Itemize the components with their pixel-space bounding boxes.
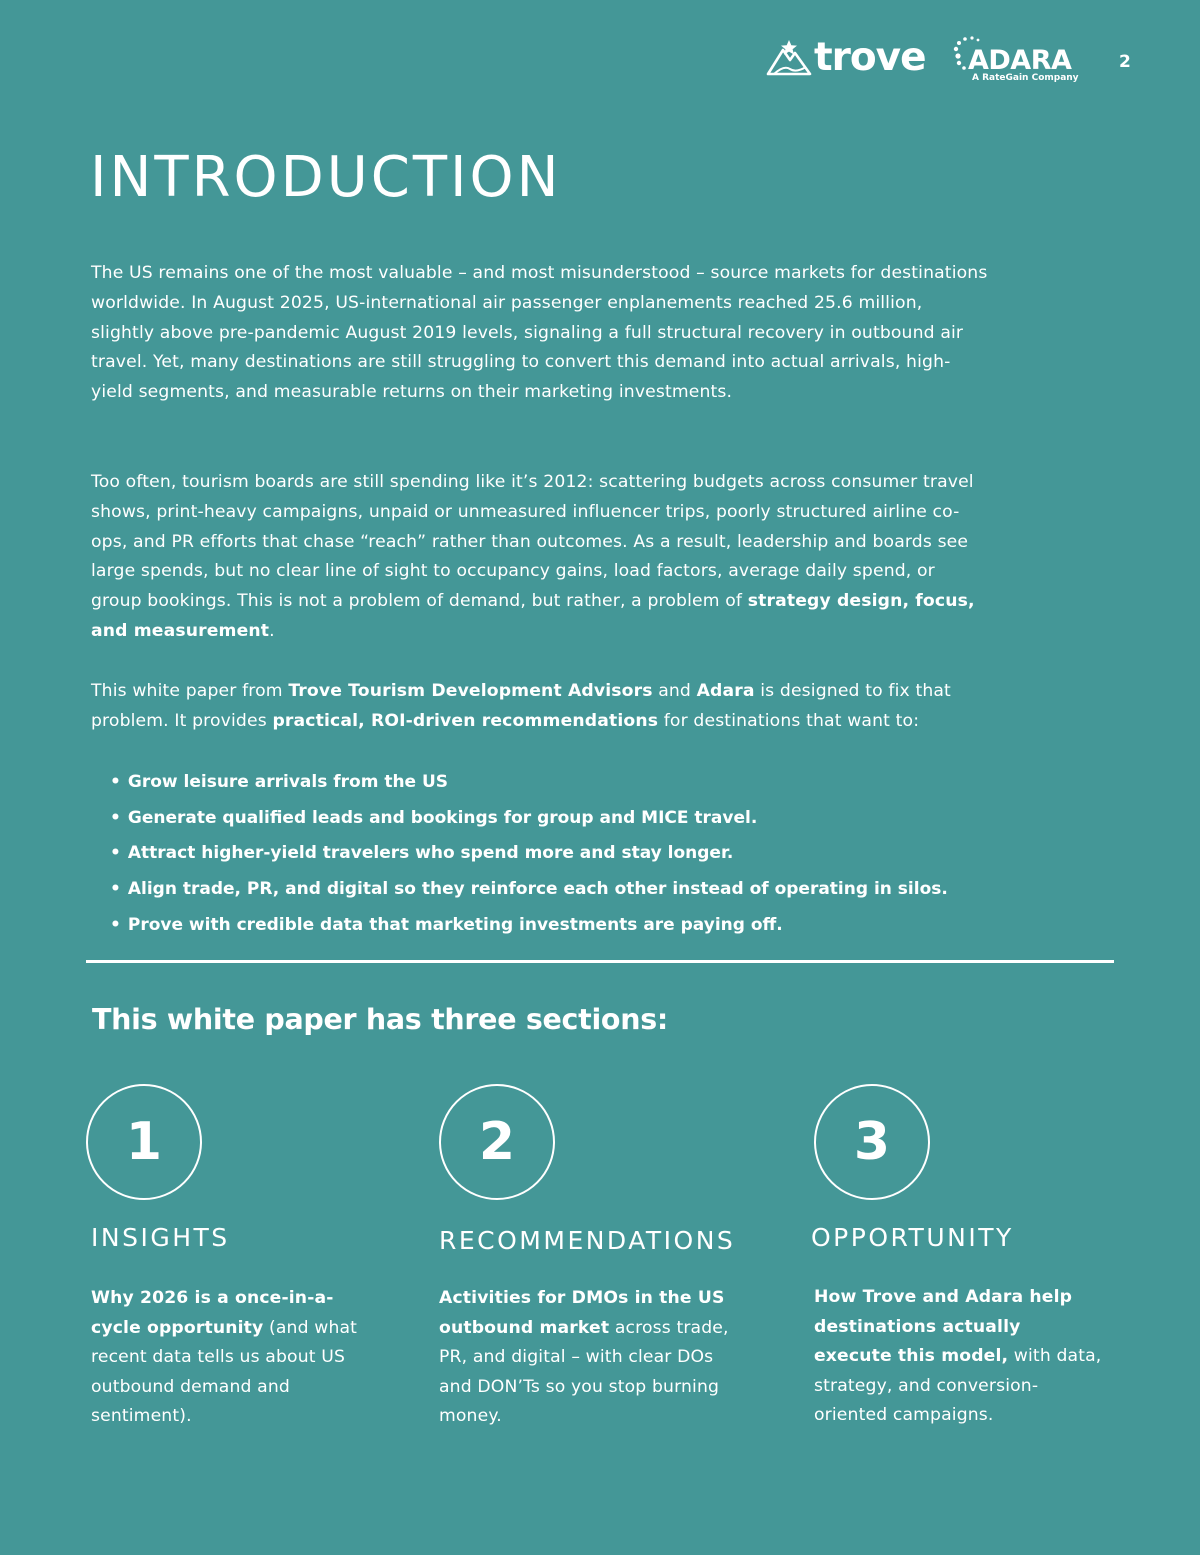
section-description	[439, 1284, 729, 1432]
section-description-rest: across trade, PR, and digital – with clear DOs and DON’Ts so you stop burning money.	[439, 1317, 729, 1427]
section-divider	[86, 960, 1114, 963]
section-insights	[86, 1084, 358, 1427]
adara-wordmark: ADARA	[968, 45, 1072, 76]
section-number-badge: 2	[439, 1084, 555, 1200]
list-item: • Generate qualified leads and bookings for group and MICE travel.	[110, 801, 948, 837]
partner-logos	[766, 36, 1146, 90]
paragraph-2-emphasis: strategy design, focus, and measurement	[91, 591, 975, 641]
list-item: • Attract higher-yield travelers who spend more and stay longer.	[110, 836, 948, 872]
section-title: RECOMMENDATIONS	[439, 1226, 736, 1255]
list-item: • Grow leisure arrivals from the US	[110, 765, 948, 801]
mountain-star-icon	[766, 38, 812, 78]
paragraph-3-part-g: for destinations that want to:	[658, 710, 920, 731]
paragraph-3-part-e: is designed to fix that problem. It provides	[91, 681, 951, 731]
paragraph-2-end: .	[269, 620, 275, 641]
paragraph-3-part-c: and	[652, 681, 697, 701]
adara-logo	[950, 36, 1082, 88]
paragraph-2-text: Too often, tourism boards are still spending like it’s 2012: scattering budgets across consumer travel shows, print-heavy campaigns, unpaid or unmeasured influencer trips, poorly structured airline co-ops, and PR efforts that chase “reach” rather than outcomes. As a result, leadership and boards see large spends, but no clear line of sight to occupancy gains, load factors, average daily spend, or group bookings. This is not a problem of demand, but rather, a problem of	[91, 472, 974, 612]
section-description-rest: (and what recent data tells us about US outbound demand and sentiment).	[91, 1317, 358, 1427]
section-description-bold: Activities for DMOs in the US outbound market	[439, 1288, 725, 1338]
section-number-badge: 3	[814, 1084, 930, 1200]
section-opportunity	[811, 1084, 1102, 1426]
section-description	[91, 1284, 361, 1432]
paragraph-3-part-a: This white paper from	[91, 681, 289, 701]
trove-logo	[766, 35, 926, 80]
intro-paragraph-2	[91, 468, 991, 647]
adara-tagline: A RateGain Company	[972, 73, 1079, 83]
page-title: INTRODUCTION	[90, 145, 562, 210]
goals-list	[110, 765, 948, 944]
paragraph-3-emphasis: practical, ROI-driven recommendations	[272, 710, 659, 731]
section-description-bold: Why 2026 is a once-in-a-cycle opportunity	[91, 1288, 334, 1338]
section-description-bold: How Trove and Adara help destinations actually execute this model,	[814, 1287, 1073, 1367]
section-recommendations	[439, 1084, 736, 1427]
list-item: • Align trade, PR, and digital so they reinforce each other instead of operating in silos.	[110, 872, 948, 908]
section-description	[814, 1283, 1104, 1431]
section-title: OPPORTUNITY	[811, 1223, 1014, 1252]
trove-wordmark: trove	[814, 35, 926, 80]
trove-company-name: Trove Tourism Development Advisors	[288, 681, 653, 701]
list-item: • Prove with credible data that marketing investments are paying off.	[110, 908, 948, 944]
intro-paragraph-1: The US remains one of the most valuable – and most misunderstood – source markets for destinations worldwide. In August 2025, US-international air passenger enplanements reached 25.6 million, slightly above pre-pandemic August 2019 levels, signaling a full structural recovery in outbound air travel. Yet, many destinations are still struggling to convert this demand into actual arrivals, high-yield segments, and measurable returns on their marketing investments.	[91, 263, 988, 403]
section-number-badge: 1	[86, 1084, 202, 1200]
adara-company-name: Adara	[696, 681, 755, 701]
section-title: INSIGHTS	[91, 1223, 230, 1252]
page-number: 2	[1119, 52, 1131, 72]
section-description-rest: with data, strategy, and conversion-oriented campaigns.	[814, 1346, 1102, 1426]
intro-paragraph-3	[91, 677, 991, 737]
sections-heading: This white paper has three sections:	[92, 1003, 668, 1036]
